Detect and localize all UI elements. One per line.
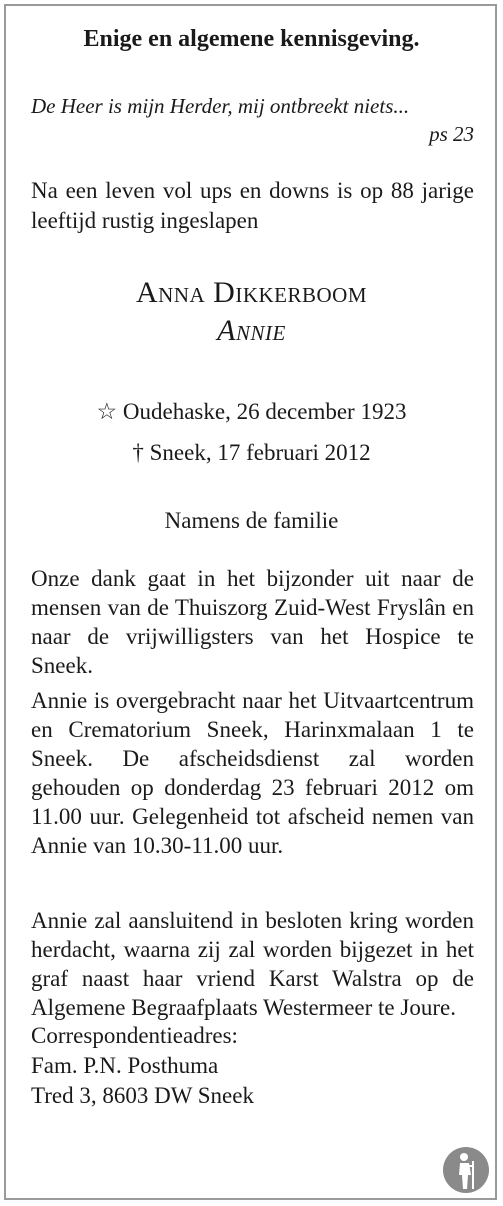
family-signature: Namens de familie: [164, 508, 339, 533]
motto-text: De Heer is mijn Herder, mij ontbreekt niets...: [31, 94, 410, 118]
notice-heading: Enige en algemene kennisgeving.: [83, 26, 420, 52]
birth-line: ☆ Oudehaske, 26 december 1923: [96, 399, 407, 424]
deceased-name: Anna Dikkerboom: [136, 276, 367, 309]
memorial-logo-icon: [442, 1145, 490, 1195]
service-paragraph: Annie is overgebracht naar het Uitvaartcentrum en Crematorium Sneek, Harinxmalaan 1 te Sneek. De afscheidsdienst zal worden gehouden op donderdag 23 februari 2012 om 11.00 uur. Gelegenheid tot afscheid nemen van Annie van 10.30-11.00 uur.: [31, 688, 474, 858]
death-line: † Sneek, 17 februari 2012: [132, 440, 371, 465]
burial-paragraph: Annie zal aansluitend in besloten kring worden herdacht, waarna zij zal worden bijgezet in het graf naast haar vriend Karst Walstra op de Algemene Begraafplaats Westermeer te Joure.: [31, 908, 474, 1020]
thanks-paragraph: Onze dank gaat in het bijzonder uit naar de mensen van de Thuiszorg Zuid-West Fryslân en naar de vrijwilligsters van het Hospice te Sneek.: [31, 566, 474, 678]
correspondence-address: [31, 1021, 474, 1111]
address-label: Correspondentieadres:: [31, 1023, 238, 1048]
deceased-nickname: Annie: [217, 314, 286, 347]
motto-reference: ps 23: [429, 122, 474, 146]
motto: [31, 92, 474, 148]
address-line-2: Tred 3, 8603 DW Sneek: [31, 1083, 254, 1108]
address-line-1: Fam. P.N. Posthuma: [31, 1053, 219, 1078]
intro-text: Na een leven vol ups en downs is op 88 jarige leeftijd rustig ingeslapen: [31, 178, 474, 233]
